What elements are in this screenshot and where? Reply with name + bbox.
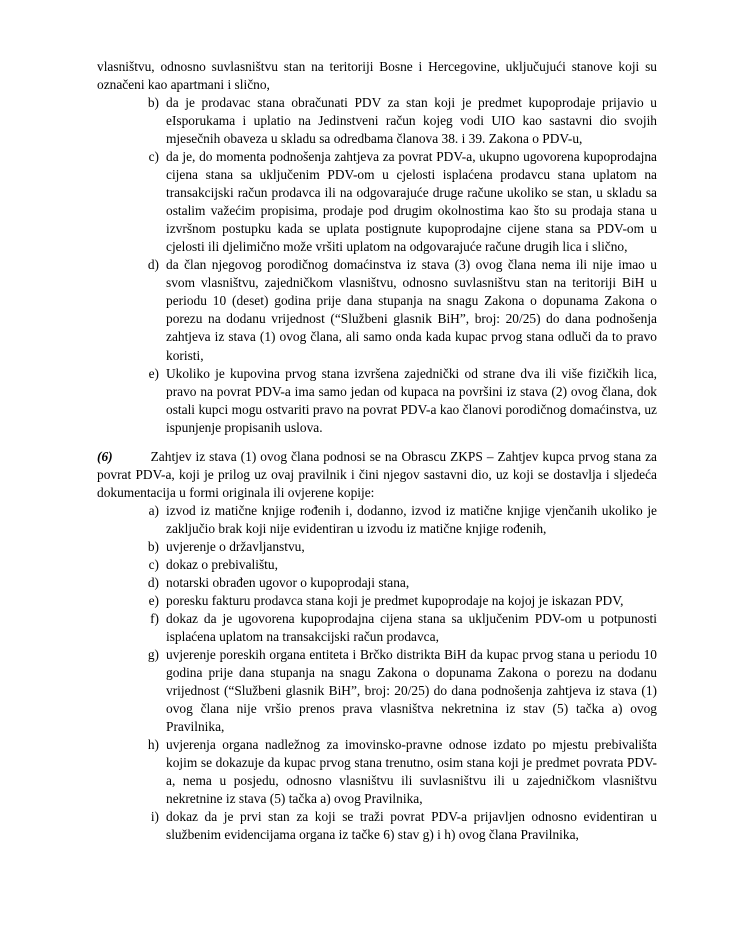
list-marker: c) xyxy=(148,556,159,572)
list-item-text: uvjerenja organa nadležnog za imovinsko-pravne odnose izdato po mjestu prebivališta kojim se dokazuje da kupac prvog stana trenutno, osim stana koji je predmet povrata PDV-a, nema u posjedu, odnosno vlasništvu ili suvlasništvu ili u zajedničkom vlasništvu nekretnine iz stava (5) tačka a) ovog Pravilnika, xyxy=(166,737,657,807)
list-item xyxy=(135,365,657,437)
list-marker: g) xyxy=(147,647,159,662)
list-item-text: dokaz da je prvi stan za koji se traži povrat PDV-a prijavljen odnosno evidentiran u službenim evidencijama organa iz tačke 6) stav g) i h) ovog člana Pravilnika, xyxy=(166,809,657,843)
list-item-text: da je prodavac stana obračunati PDV za stan koji je predmet kupoprodaje prijavio u eIsporukama i uplatio na Jedinstveni račun kojeg vodi UIO kao sastavni dio svojih mjesečnih obaveza u skladu sa odredbama članova 38. i 39. Zakona o PDV-u, xyxy=(166,95,657,147)
list-item xyxy=(135,538,657,556)
paragraph-spacer xyxy=(97,437,657,448)
document-body xyxy=(97,58,657,844)
list-item xyxy=(135,646,657,736)
list-item xyxy=(135,808,657,844)
list-item-text: notarski obrađen ugovor o kupoprodaji stana, xyxy=(166,574,410,590)
list-item-text: dokaz o prebivalištu, xyxy=(166,556,278,572)
list-item xyxy=(135,94,657,148)
list-marker: e) xyxy=(148,592,159,608)
list-marker: e) xyxy=(148,365,159,381)
list-item xyxy=(135,556,657,574)
list-item xyxy=(135,592,657,610)
list-item-text: dokaz da je ugovorena kupoprodajna cijena stana sa uključenim PDV-om u potpunosti isplaćena uplatom na transakcijski račun prodavca, xyxy=(166,610,657,644)
continued-paragraph: vlasništvu, odnosno suvlasništvu stan na teritoriji Bosne i Hercegovine, uključujući stanove koji su označeni kao apartmani i slično, xyxy=(97,59,657,93)
numbered-paragraph-6 xyxy=(97,448,657,502)
list-item xyxy=(135,736,657,808)
list-marker: b) xyxy=(147,538,159,554)
paragraph-number: (6) xyxy=(97,448,113,464)
list-marker: h) xyxy=(147,737,159,753)
list-item-text: uvjerenje poreskih organa entiteta i Brčko distrikta BiH da kupac prvog stana u periodu 10 godina prije dana stupanja na snagu Zakona o dopunama Zakona o porezu na dodanu vrijednost (“Službeni glasnik BiH”, broj: 20/25) do dana podnošenja zahtjeva iz stava (1) ovog člana nije vršio prenos prava vlasništva nekretnina iz stav (5) tačka a) ovog Pravilnika, xyxy=(166,647,657,735)
list-item-text: uvjerenje o državljanstvu, xyxy=(166,538,305,554)
list-item xyxy=(135,502,657,538)
list-item-text: da je, do momenta podnošenja zahtjeva za povrat PDV-a, ukupno ugovorena kupoprodajna cijena stana sa uključenim PDV-om u cjelosti isplaćena prodavcu stana uplatom na transakcijski račun prodavca ili na odgovarajuće druge račune ukoliko se stan, u skladu sa ostalim važećim propisima, prodaje pod drugim okolnostima kao što su prodaja stana u izvršnom postupku kada se uplata postignute kupoprodajne cijene stana sa PDV-om u cjelosti ili djelimično može vršiti uplatom na odgovarajuće račune drugih lica i slično, xyxy=(166,149,657,255)
list-marker: i) xyxy=(150,809,159,825)
list-marker: c) xyxy=(148,149,159,165)
list-marker: d) xyxy=(147,257,159,273)
list-item xyxy=(135,574,657,592)
list-item-text: Ukoliko je kupovina prvog stana izvršena zajednički od strane dva ili više fizičkih lica, pravo na povrat PDV-a ima samo jedan od kupaca na površini iz stava (2) ovog člana, dok ostali kupci mogu ostvariti pravo na povrat PDV-a kao članovi porodičnog domaćinstva, uz ispunjenje propisanih uslova. xyxy=(166,365,657,435)
list-item xyxy=(135,148,657,256)
lettered-list-second xyxy=(135,502,657,845)
list-item xyxy=(135,256,657,364)
list-marker: b) xyxy=(147,95,159,111)
list-item-text: da član njegovog porodičnog domaćinstva iz stava (3) ovog člana nema ili nije imao u svom vlasništvu, zajedničkom vlasništvu, odnosno suvlasništvu stan na teritoriji BiH u periodu 10 (deset) godina prije dana stupanja na snagu Zakona o dopunama Zakona o porezu na dodanu vrijednost (“Službeni glasnik BiH”, broj: 20/25) do dana podnošenja zahtjeva iz stava (1) ovog člana, ali samo onda kada kupac prvog stana odluči da to pravo koristi, xyxy=(166,257,657,363)
list-marker: f) xyxy=(150,610,159,626)
list-marker: d) xyxy=(147,574,159,590)
lettered-list-first xyxy=(135,94,657,437)
paragraph-text: Zahtjev iz stava (1) ovog člana podnosi se na Obrascu ZKPS – Zahtjev kupca prvog stana za povrat PDV-a, koji je prilog uz ovaj pravilnik i čini njegov sastavni dio, uz koji se dostavlja i sljedeća dokumentacija u formi originala ili ovjerene kopije: xyxy=(97,448,657,500)
list-item xyxy=(135,610,657,646)
list-item-text: poresku fakturu prodavca stana koji je predmet kupoprodaje na kojoj je iskazan PDV, xyxy=(166,592,624,608)
list-item-text: izvod iz matične knjige rođenih i, dodanno, izvod iz matične knjige vjenčanih ukoliko je zaključio brak koji nije evidentiran u izvodu iz matične knjige rođenih, xyxy=(166,502,657,536)
list-marker: a) xyxy=(148,502,159,518)
